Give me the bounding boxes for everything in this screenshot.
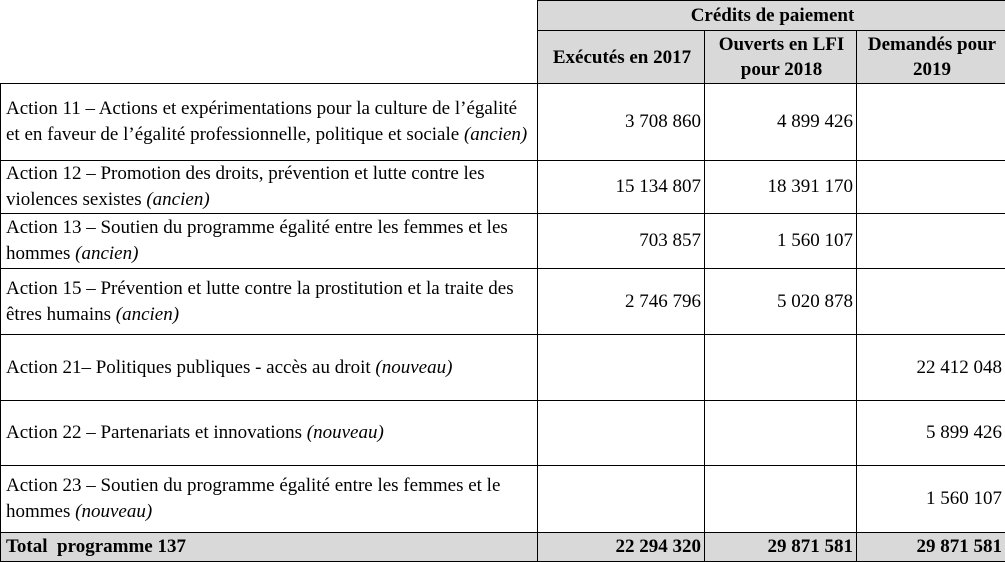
total-label: Total programme 137 [1,533,538,562]
value-cell: 15 134 807 [538,161,705,214]
action-status-tag: (nouveau) [375,357,452,378]
header-group: Crédits de paiement [538,1,1005,31]
value-cell [705,466,857,533]
value-cell [857,269,1005,335]
action-label [1,466,538,533]
total-value-2018: 29 871 581 [705,533,857,562]
action-name: Action 21– Politiques publiques - accès au droit [6,357,371,378]
value-cell: 18 391 170 [705,161,857,214]
action-name: Action 12 – Promotion des droits, prévention et lutte contre les violences sexistes [6,163,485,210]
header-col-2017: Exécutés en 2017 [538,31,705,84]
value-cell: 5 899 426 [857,401,1005,466]
action-name: Action 13 – Soutien du programme égalité entre les femmes et les hommes [6,217,508,264]
value-cell [705,335,857,401]
header-corner [1,1,538,84]
value-cell: 1 560 107 [857,466,1005,533]
action-label [1,269,538,335]
value-cell [857,84,1005,161]
value-cell [705,401,857,466]
total-row [1,533,1005,562]
header-col-2018: Ouverts en LFI pour 2018 [705,31,857,84]
action-label [1,84,538,161]
header-col-2019: Demandés pour 2019 [857,31,1005,84]
value-cell [857,214,1005,269]
action-status-tag: (nouveau) [75,501,152,522]
table-row [1,466,1005,533]
action-name: Action 15 – Prévention et lutte contre la prostitution et la traite des êtres humains [6,278,514,325]
value-cell: 703 857 [538,214,705,269]
action-label [1,214,538,269]
action-status-tag: (ancien) [75,243,138,264]
action-label [1,161,538,214]
table-row [1,161,1005,214]
total-value-2019: 29 871 581 [857,533,1005,562]
action-status-tag: (ancien) [464,124,527,145]
value-cell: 4 899 426 [705,84,857,161]
value-cell [857,161,1005,214]
value-cell: 3 708 860 [538,84,705,161]
action-status-tag: (nouveau) [307,422,384,443]
value-cell: 22 412 048 [857,335,1005,401]
value-cell: 5 020 878 [705,269,857,335]
total-value-2017: 22 294 320 [538,533,705,562]
table-row [1,401,1005,466]
value-cell [538,335,705,401]
action-label [1,401,538,466]
table-row [1,214,1005,269]
table-row [1,84,1005,161]
table-row [1,269,1005,335]
value-cell [538,401,705,466]
value-cell: 2 746 796 [538,269,705,335]
action-name: Action 22 – Partenariats et innovations [6,422,302,443]
action-status-tag: (ancien) [116,304,179,325]
action-status-tag: (ancien) [146,189,209,210]
table-row [1,335,1005,401]
action-name: Action 11 – Actions et expérimentations pour la culture de l’égalité et en faveur de l’égalité professionnelle, politique et sociale [6,98,517,145]
value-cell [538,466,705,533]
header-group-row [1,1,1005,31]
action-name: Action 23 – Soutien du programme égalité entre les femmes et le hommes [6,475,500,522]
action-label [1,335,538,401]
value-cell: 1 560 107 [705,214,857,269]
